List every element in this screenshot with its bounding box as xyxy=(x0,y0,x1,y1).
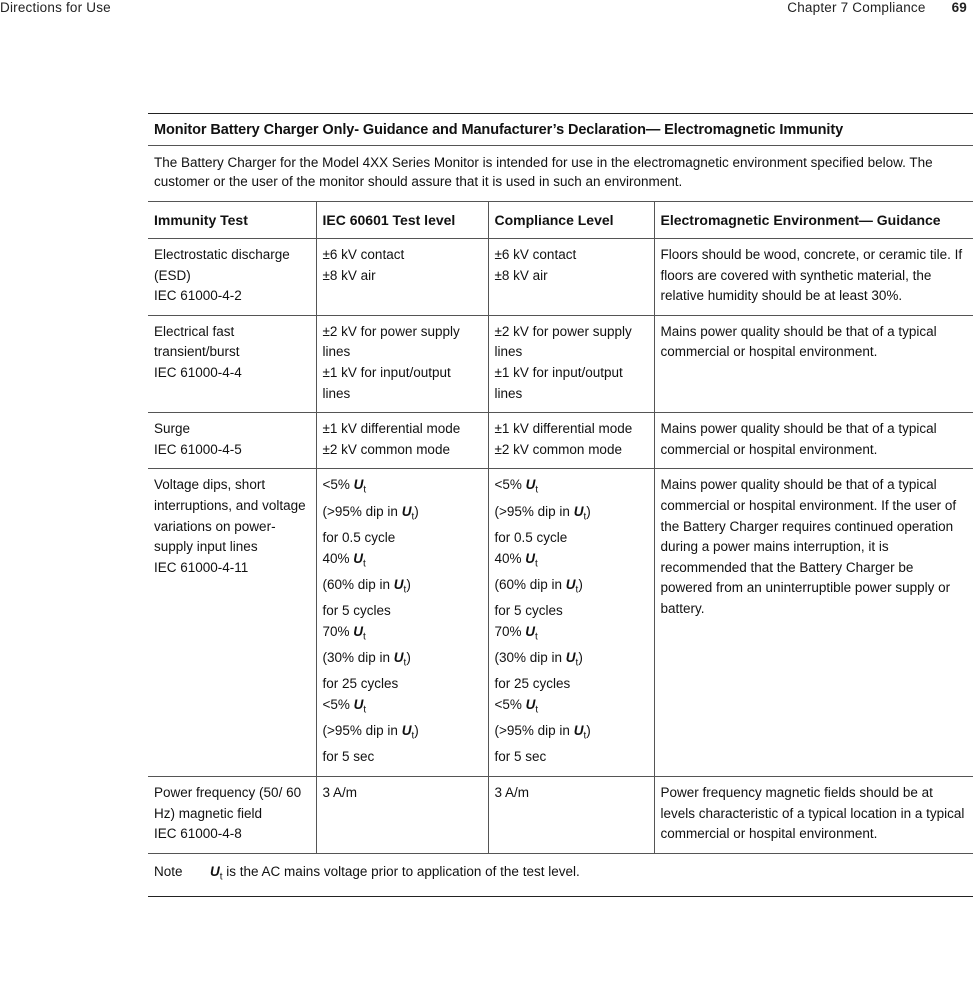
cell-line: ±8 kV air xyxy=(322,267,376,283)
ut-symbol: $U_t$ xyxy=(525,696,539,716)
cell-line: ±2 kV common mode xyxy=(322,441,450,457)
cell-line: ±1 kV differential mode xyxy=(322,421,461,437)
cell-line: Mains power quality should be that of a typical commercial or hospital environment. xyxy=(660,421,941,457)
ut-symbol: $U_t$ xyxy=(573,723,587,742)
col-header-immunity-test: Immunity Test xyxy=(148,202,316,239)
dip-level: 40% $U_t$ xyxy=(322,550,366,570)
cell-line: Mains power quality should be that of a typical commercial or hospital environment. If the user of the Battery Charger requires continued operation during a power mains interruption, it is recommended that the Battery Charger be powered from an uninterruptible power supply or battery. xyxy=(660,477,960,616)
ut-symbol: $U_t$ xyxy=(353,623,366,643)
table-note xyxy=(148,854,973,898)
compliance-level-cell xyxy=(488,776,654,853)
table-row-esd xyxy=(148,239,973,316)
dip-amount: (>95% dip in $U_t$) xyxy=(322,503,419,523)
ut-symbol: $U_t$ xyxy=(210,863,223,883)
intro-paragraph: The Battery Charger for the Model 4XX Series Monitor is intended for use in the electromagnetic environment specified below. The customer or the user of the monitor should assure that it is used in such an environment. xyxy=(154,155,933,189)
immunity-declaration xyxy=(148,113,973,897)
cell-line: Surge xyxy=(154,421,191,437)
cell-line: IEC 61000-4-8 xyxy=(154,826,242,842)
cell-line: ±1 kV differential mode xyxy=(494,421,633,437)
dip-duration: for 5 cycles xyxy=(322,603,391,619)
ut-symbol: $U_t$ xyxy=(573,503,587,523)
cell-line: IEC 61000-4-2 xyxy=(154,288,242,304)
page-number: 69 xyxy=(951,0,967,15)
cell-line: Power frequency magnetic fields should be at levels characteristic of a typical location in a typical commercial or hospital environment. xyxy=(660,784,969,842)
cell-line: IEC 61000-4-11 xyxy=(154,559,249,575)
cell-line: ±2 kV for power supply lines xyxy=(494,323,636,360)
cell-line: ±1 kV for input/output lines xyxy=(494,364,627,401)
ut-symbol: $U_t$ xyxy=(565,649,579,669)
cell-line: IEC 61000-4-4 xyxy=(154,364,242,380)
dip-amount: (>95% dip in $U_t$) xyxy=(494,503,591,523)
immunity-test-cell xyxy=(148,315,316,412)
ut-symbol: $U_t$ xyxy=(393,649,407,669)
note-label: Note xyxy=(154,863,183,879)
dip-level: 40% $U_t$ xyxy=(494,550,538,570)
dip-amount: (30% dip in $U_t$) xyxy=(494,649,583,669)
dip-amount: (30% dip in $U_t$) xyxy=(322,649,411,669)
running-header-left: Directions for Use xyxy=(0,0,111,15)
cell-line: Electrostatic discharge (ESD) xyxy=(154,247,294,283)
cell-line: 3 A/m xyxy=(322,784,358,800)
dip-duration: for 0.5 cycle xyxy=(494,529,568,545)
guidance-cell xyxy=(654,413,973,469)
running-header-right xyxy=(787,0,967,15)
table-row-eft-burst xyxy=(148,315,973,412)
cell-line: IEC 61000-4-5 xyxy=(154,441,242,457)
cell-line: Voltage dips, short interruptions, and voltage variations on power-supply input lines xyxy=(154,477,310,555)
cell-line: ±6 kV contact xyxy=(494,247,577,262)
table-title: Monitor Battery Charger Only- Guidance and Manufacturer’s Declaration— Electromagnetic Immunity xyxy=(154,122,844,138)
cell-line: Electrical fast transient/burst xyxy=(154,323,240,360)
dip-level: 70% $U_t$ xyxy=(494,623,538,643)
dip-level: <5% $U_t$ xyxy=(494,477,539,497)
ut-symbol: $U_t$ xyxy=(525,623,538,643)
cell-line: 3 A/m xyxy=(494,784,530,800)
immunity-test-cell xyxy=(148,413,316,469)
ut-symbol: $U_t$ xyxy=(353,696,367,716)
dip-amount: (60% dip in $U_t$) xyxy=(322,576,411,596)
dip-duration: for 5 cycles xyxy=(494,603,563,619)
cell-line: Power frequency (50/ 60 Hz) magnetic field xyxy=(154,784,305,821)
iec-test-level-cell xyxy=(316,239,488,316)
guidance-cell xyxy=(654,239,973,316)
ut-symbol: $U_t$ xyxy=(353,550,366,570)
dip-amount: (>95% dip in $U_t$) xyxy=(322,723,419,742)
cell-line: ±1 kV for input/output lines xyxy=(322,364,455,401)
compliance-level-cell xyxy=(488,413,654,469)
guidance-cell xyxy=(654,315,973,412)
dip-duration: for 5 sec xyxy=(322,749,375,765)
immunity-table xyxy=(148,201,973,854)
ut-symbol: $U_t$ xyxy=(393,576,407,596)
dip-amount: (>95% dip in $U_t$) xyxy=(494,723,591,742)
compliance-level-cell xyxy=(488,315,654,412)
col-header-environment-guidance: Electromagnetic Environment— Guidance xyxy=(654,202,973,239)
ut-symbol: $U_t$ xyxy=(525,550,538,570)
dip-duration: for 25 cycles xyxy=(322,676,399,692)
dip-duration: for 5 sec xyxy=(494,749,547,765)
dip-level: <5% $U_t$ xyxy=(494,696,539,716)
iec-test-level-cell xyxy=(316,776,488,853)
dip-level: <5% $U_t$ xyxy=(322,477,367,497)
guidance-cell xyxy=(654,776,973,853)
immunity-test-cell xyxy=(148,239,316,316)
cell-line: ±6 kV contact xyxy=(322,247,405,262)
table-row-voltage-dips xyxy=(148,469,973,777)
immunity-test-cell xyxy=(148,469,316,777)
note-text: is the AC mains voltage prior to application of the test level. xyxy=(222,863,580,879)
dip-level: <5% $U_t$ xyxy=(322,696,367,716)
ut-symbol: $U_t$ xyxy=(565,576,579,596)
cell-line: Floors should be wood, concrete, or ceramic tile. If floors are covered with synthetic material, the relative humidity should be at least 30%. xyxy=(660,247,966,304)
guidance-cell xyxy=(654,469,973,777)
dip-amount: (60% dip in $U_t$) xyxy=(494,576,583,596)
dip-level: 70% $U_t$ xyxy=(322,623,366,643)
ut-symbol: $U_t$ xyxy=(401,503,415,523)
col-header-compliance-level: Compliance Level xyxy=(488,202,654,239)
table-row-surge xyxy=(148,413,973,469)
iec-test-level-cell xyxy=(316,315,488,412)
compliance-level-cell xyxy=(488,469,654,777)
iec-test-level-cell xyxy=(316,469,488,777)
ut-symbol: $U_t$ xyxy=(401,723,415,742)
chapter-label: Chapter 7 Compliance xyxy=(787,0,926,15)
ut-symbol: $U_t$ xyxy=(525,477,539,497)
iec-test-level-cell xyxy=(316,413,488,469)
immunity-test-cell xyxy=(148,776,316,853)
cell-line: Mains power quality should be that of a typical commercial or hospital environment. xyxy=(660,323,941,360)
compliance-level-cell xyxy=(488,239,654,316)
header-row xyxy=(148,202,973,239)
dip-duration: for 0.5 cycle xyxy=(322,529,396,545)
cell-line: ±2 kV for power supply lines xyxy=(322,323,464,360)
ut-symbol: $U_t$ xyxy=(353,477,367,497)
table-row-power-frequency-field xyxy=(148,776,973,853)
cell-line: ±2 kV common mode xyxy=(494,441,622,457)
col-header-iec-test-level: IEC 60601 Test level xyxy=(316,202,488,239)
dip-duration: for 25 cycles xyxy=(494,676,571,692)
cell-line: ±8 kV air xyxy=(494,267,548,283)
